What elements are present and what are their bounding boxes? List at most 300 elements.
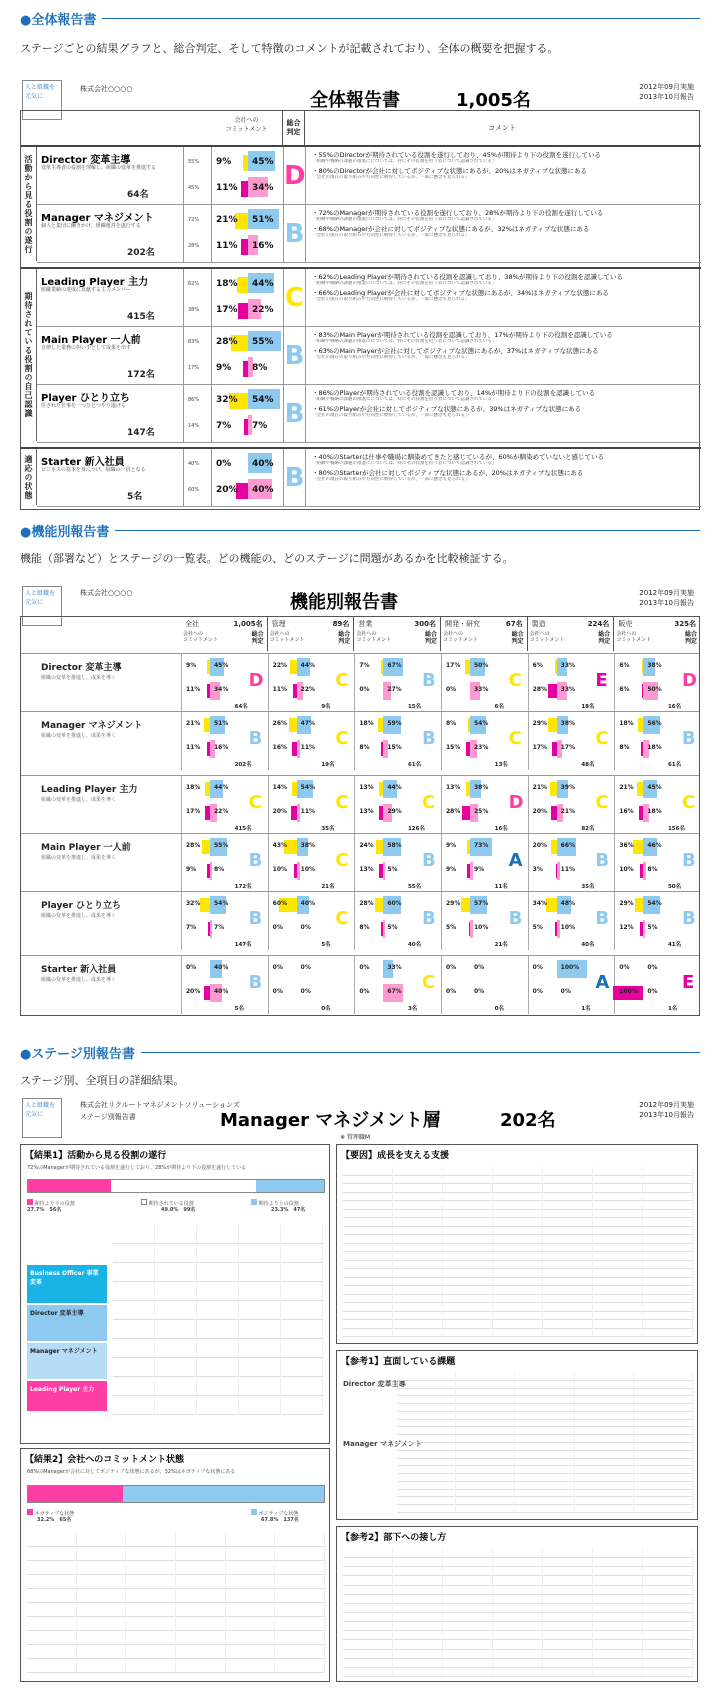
grid-row <box>343 1329 693 1338</box>
grid-cell <box>493 1269 543 1278</box>
value-lower-positive: 5% <box>647 924 658 931</box>
value-upper-negative: 13% <box>446 784 461 791</box>
value-upper-positive: 55% <box>214 842 229 849</box>
legend-expected: 期待されている役割 <box>141 1199 194 1207</box>
grid-cell <box>575 1404 634 1412</box>
value-lower-positive: 8% <box>214 866 225 873</box>
bar-lower-positive <box>210 920 212 938</box>
grid-cell <box>456 1443 515 1451</box>
overall-table <box>20 110 700 510</box>
value-upper-positive: 60% <box>387 900 402 907</box>
grid-cell <box>634 1435 693 1443</box>
grid-row <box>343 1278 693 1287</box>
stage-count: 5名 <box>127 492 143 502</box>
grid-cell <box>443 1261 493 1270</box>
value-lower-negative: 8% <box>619 744 630 751</box>
grid-row <box>27 1631 325 1645</box>
grid-cell <box>575 1389 634 1397</box>
comment-detail: 「会社の現在の取り組みや方向性に納得しているが、一部に懸念も見られる」 <box>312 413 470 418</box>
stage-description: 組織の変革を推進し、成果を導く <box>41 977 117 983</box>
bar-lower-negative <box>241 239 248 255</box>
stage-name: Manager マネジメント <box>41 213 154 224</box>
section-title: ●機能別報告書 <box>20 524 110 540</box>
grid-cell <box>593 1286 643 1295</box>
value-lower-positive: 16% <box>214 744 229 751</box>
function-header <box>268 617 355 651</box>
function-cell <box>614 956 700 1014</box>
stage-count: 40名 <box>581 942 595 948</box>
value-upper-positive: 67% <box>387 662 402 669</box>
grid-cell <box>27 1659 77 1673</box>
grid-cell <box>343 1227 393 1236</box>
stage-ratio-column <box>183 385 211 442</box>
value-upper-negative: 9% <box>446 842 457 849</box>
grid-cell <box>443 1184 493 1193</box>
grid-cell <box>643 1631 693 1640</box>
grid-cell <box>543 1286 593 1295</box>
function-cell <box>268 892 355 950</box>
stage-name: Starter 新入社員 <box>41 965 117 975</box>
grid-cell <box>443 1286 493 1295</box>
grid-cell <box>443 1252 493 1261</box>
grid-cell <box>493 1650 543 1659</box>
function-cell <box>268 776 355 834</box>
value-upper-positive: 44% <box>387 784 402 791</box>
grid-row <box>343 1193 693 1202</box>
grid-cell <box>343 1668 393 1677</box>
stage-count: 64名 <box>234 704 248 710</box>
grid-row <box>343 1631 693 1640</box>
grid-cell <box>593 1269 643 1278</box>
section-title: ●ステージ別報告書 <box>20 1046 135 1062</box>
grid-cell <box>575 1482 634 1490</box>
value-lower-negative: 11% <box>272 686 288 693</box>
grid-cell <box>443 1631 493 1640</box>
stage-count: 172名 <box>234 884 252 890</box>
grid-cell <box>393 1261 443 1270</box>
factor-panel <box>336 1144 698 1344</box>
grid-cell <box>493 1235 543 1244</box>
ratio-lower: 45% <box>188 185 200 191</box>
stage-group <box>21 145 701 261</box>
bar-lower-positive <box>383 920 385 938</box>
grid-cell <box>443 1201 493 1210</box>
grid-cell <box>397 1381 456 1389</box>
overall-grade: E <box>595 670 608 691</box>
grid-row <box>343 1227 693 1236</box>
grid-cell <box>397 1396 456 1404</box>
reference2-panel <box>336 1526 698 1682</box>
stage-ratio-column <box>183 327 211 384</box>
grid-cell <box>443 1269 493 1278</box>
grid-cell <box>515 1404 574 1412</box>
bar-segment-expected <box>111 1180 256 1192</box>
overall-grade: C <box>595 792 609 813</box>
grid-cell <box>197 1225 239 1244</box>
value-negative: 32.2% 65名 <box>37 1517 72 1523</box>
grid-cell <box>443 1193 493 1202</box>
panel-title: 【要因】成長を支える支援 <box>341 1151 450 1161</box>
value-lower-negative: 17% <box>216 305 238 315</box>
stage-report-image <box>20 1096 700 1686</box>
grid-cell <box>456 1396 515 1404</box>
grid-cell <box>443 1320 493 1329</box>
grid-cell <box>515 1381 574 1389</box>
grid-cell <box>456 1466 515 1474</box>
stage-description: 組織の変革を推進し、成果を導く <box>41 913 117 919</box>
value-lower-negative: 5% <box>446 924 457 931</box>
grid-row <box>343 1235 693 1244</box>
grid-cell <box>643 1613 693 1622</box>
grid-cell <box>593 1567 643 1576</box>
grid-row <box>113 1301 323 1320</box>
grid-cell <box>493 1613 543 1622</box>
panel-title: 【参考2】部下への接し方 <box>341 1533 447 1543</box>
result2-detail-grid <box>27 1533 325 1673</box>
grid-cell <box>393 1312 443 1321</box>
grid-cell <box>456 1505 515 1513</box>
grid-cell <box>443 1576 493 1585</box>
grid-row <box>343 1668 693 1677</box>
grid-cell <box>126 1645 176 1659</box>
value-upper-positive: 44% <box>214 784 229 791</box>
function-count: 224名 <box>587 620 610 628</box>
function-cell <box>528 776 615 834</box>
grid-cell <box>515 1427 574 1435</box>
grid-row <box>397 1381 693 1389</box>
overall-grade: C <box>335 908 349 929</box>
value-lower-positive: 16% <box>252 241 274 251</box>
stage-leading-player: Leading Player 主力 <box>27 1381 107 1411</box>
value-upper-positive: 66% <box>560 842 576 849</box>
stage-count: 15名 <box>407 704 422 710</box>
stage-count: 82名 <box>581 826 595 832</box>
stage-count: 16名 <box>494 826 508 832</box>
grid-cell <box>493 1278 543 1287</box>
grid-cell <box>443 1640 493 1649</box>
bar-upper-negative <box>290 660 297 674</box>
legend-above: 期待より上の役割 <box>251 1199 299 1207</box>
grid-cell <box>343 1595 393 1604</box>
value-lower-positive: 5% <box>387 924 398 931</box>
value-lower-positive: 8% <box>252 363 268 373</box>
stage-description: 組織の変革を推進し、成果を導く <box>41 855 117 861</box>
grid-cell <box>397 1427 456 1435</box>
bar-upper-negative <box>635 898 644 912</box>
section-rule <box>115 530 700 531</box>
grid-cell <box>493 1261 543 1270</box>
grid-cell <box>456 1381 515 1389</box>
grid-cell <box>593 1604 643 1613</box>
value-upper-negative: 22% <box>272 662 288 669</box>
bar-segment-negative <box>28 1486 123 1502</box>
grid-cell <box>126 1561 176 1575</box>
grid-cell <box>343 1278 393 1287</box>
reference1-detail-grid <box>397 1373 693 1513</box>
grid-cell <box>281 1282 323 1301</box>
grid-cell <box>543 1201 593 1210</box>
grid-cell <box>543 1640 593 1649</box>
report-date-conducted: 2012年09月実施 <box>639 589 694 597</box>
value-upper-negative: 43% <box>272 842 288 849</box>
stage-count: 6名 <box>494 704 504 710</box>
value-lower-negative: 3% <box>532 866 543 873</box>
value-lower-positive: 22% <box>214 808 229 815</box>
function-cell <box>614 834 700 892</box>
value-upper-negative: 21% <box>532 784 548 791</box>
grid-cell <box>343 1269 393 1278</box>
grid-cell <box>634 1451 693 1459</box>
grid-cell <box>397 1497 456 1505</box>
grid-cell <box>393 1329 443 1338</box>
stage-count: 172名 <box>127 370 155 380</box>
value-upper-negative: 24% <box>359 842 374 849</box>
grid-cell <box>643 1622 693 1631</box>
grid-row <box>27 1589 325 1603</box>
overall-grade: C <box>508 728 522 749</box>
grid-cell <box>643 1329 693 1338</box>
grid-cell <box>575 1381 634 1389</box>
legend-negative: ネガティブな状態 <box>27 1509 74 1517</box>
grid-cell <box>155 1301 197 1320</box>
grid-cell <box>275 1631 325 1645</box>
result1-bar <box>27 1179 325 1193</box>
grid-cell <box>226 1561 276 1575</box>
bar-lower-positive <box>643 920 645 938</box>
grid-cell <box>643 1278 693 1287</box>
stage-business-officer: Business Officer 事業変革 <box>27 1265 107 1303</box>
grid-cell <box>634 1381 693 1389</box>
grid-cell <box>515 1482 574 1490</box>
grid-row <box>397 1435 693 1443</box>
grid-cell <box>634 1412 693 1420</box>
stage-description: ビジネスの基本を身につけ、組織の一員となる <box>41 467 146 473</box>
grid-cell <box>197 1339 239 1358</box>
value-upper-negative: 32% <box>186 900 201 907</box>
grid-cell <box>593 1549 643 1558</box>
grid-cell <box>239 1396 281 1415</box>
stage-count: 202名 <box>234 762 252 768</box>
value-lower-negative: 20% <box>216 485 238 495</box>
grid-cell <box>393 1659 443 1668</box>
grid-cell <box>593 1320 643 1329</box>
grid-cell <box>543 1595 593 1604</box>
grid-cell <box>643 1567 693 1576</box>
grid-cell <box>643 1176 693 1185</box>
value-lower-positive: 5% <box>387 866 398 873</box>
grid-row <box>397 1459 693 1467</box>
grid-row <box>343 1659 693 1668</box>
grid-cell <box>126 1603 176 1617</box>
function-cell <box>181 712 268 770</box>
grid-cell <box>197 1320 239 1339</box>
value-upper-negative: 18% <box>216 279 238 289</box>
grid-cell <box>393 1184 443 1193</box>
value-lower-negative: 10% <box>619 866 634 873</box>
ratio-upper: 55% <box>188 159 200 165</box>
value-upper-negative: 6% <box>532 662 543 669</box>
grid-cell <box>593 1176 643 1185</box>
comment-role: ・62%のLeading Playerが期待されている役割を認識しており、38%が期待より下の役割を認識している <box>312 273 623 281</box>
grid-cell <box>155 1396 197 1415</box>
result1-panel <box>20 1144 330 1444</box>
grid-cell <box>397 1490 456 1498</box>
grid-cell <box>397 1420 456 1428</box>
grid-cell <box>515 1443 574 1451</box>
value-upper-negative: 0% <box>446 964 457 971</box>
value-lower-negative: 28% <box>446 808 461 815</box>
value-lower-negative: 11% <box>186 686 201 693</box>
value-upper-positive: 54% <box>214 900 229 907</box>
value-below: 27.7% 56名 <box>27 1207 62 1213</box>
grid-row <box>397 1396 693 1404</box>
stage-count: 126名 <box>407 826 425 832</box>
value-upper-positive: 57% <box>474 900 489 907</box>
overall-grade: B <box>248 728 263 749</box>
grid-row <box>27 1645 325 1659</box>
grid-cell <box>393 1604 443 1613</box>
stage-count: 147名 <box>127 428 155 438</box>
grid-cell <box>126 1547 176 1561</box>
grid-cell <box>443 1567 493 1576</box>
overall-grade: C <box>335 850 349 871</box>
grid-cell <box>343 1586 393 1595</box>
report-title: Manager マネジメント層 <box>220 1110 441 1131</box>
stage-ratio-column <box>183 147 211 204</box>
ratio-lower: 60% <box>188 487 200 493</box>
report-title: 機能別報告書 <box>290 592 398 613</box>
grid-cell <box>643 1210 693 1219</box>
grid-row <box>343 1549 693 1558</box>
grid-cell <box>493 1227 543 1236</box>
grid-cell <box>456 1451 515 1459</box>
value-lower-negative: 0% <box>272 988 283 995</box>
grid-cell <box>393 1193 443 1202</box>
grid-cell <box>643 1252 693 1261</box>
grid-cell <box>593 1167 643 1176</box>
grid-cell <box>593 1227 643 1236</box>
grid-cell <box>397 1474 456 1482</box>
grid-cell <box>443 1613 493 1622</box>
value-upper-negative: 29% <box>619 900 634 907</box>
value-upper-negative: 6% <box>619 662 630 669</box>
value-upper-positive: 54% <box>647 900 662 907</box>
grid-cell <box>239 1339 281 1358</box>
grid-cell <box>543 1167 593 1176</box>
value-upper-positive: 59% <box>387 720 402 727</box>
grid-cell <box>393 1303 443 1312</box>
grid-cell <box>456 1490 515 1498</box>
grid-cell <box>397 1505 456 1513</box>
grid-cell <box>543 1659 593 1668</box>
grid-cell <box>393 1252 443 1261</box>
grid-row <box>343 1176 693 1185</box>
overall-grade: B <box>681 728 696 749</box>
grid-cell <box>593 1312 643 1321</box>
comment-commitment: ・61%のPlayerが会社に対してポジティブな状態にあるが、39%はネガティブな状態にある <box>312 405 582 413</box>
grid-row <box>397 1466 693 1474</box>
stage-description: 組織の変革を推進し、成果を導く <box>41 733 117 739</box>
grid-cell <box>575 1412 634 1420</box>
grid-cell <box>77 1533 127 1547</box>
bar-segment-positive <box>123 1486 324 1502</box>
grid-cell <box>643 1295 693 1304</box>
grid-cell <box>456 1497 515 1505</box>
grid-row <box>27 1603 325 1617</box>
bar-lower-negative <box>236 483 248 499</box>
grid-cell <box>593 1303 643 1312</box>
grid-cell <box>493 1640 543 1649</box>
grid-cell <box>197 1263 239 1282</box>
value-upper-positive: 40% <box>300 900 316 907</box>
bar-lower-negative <box>241 181 248 197</box>
grid-cell <box>493 1303 543 1312</box>
commitment-header: 会社への コミットメント <box>616 631 652 643</box>
panel-title: 【参考1】直面している課題 <box>341 1357 456 1367</box>
grid-cell <box>593 1210 643 1219</box>
grid-cell <box>643 1312 693 1321</box>
value-upper-positive: 100% <box>560 964 580 971</box>
function-header <box>528 617 615 651</box>
ratio-lower: 38% <box>188 307 200 313</box>
grid-cell <box>443 1176 493 1185</box>
grid-cell <box>343 1295 393 1304</box>
section-header-function <box>20 520 700 540</box>
grid-row <box>113 1377 323 1396</box>
stage-count: 9名 <box>321 704 331 710</box>
grid-cell <box>393 1320 443 1329</box>
grid-cell <box>515 1451 574 1459</box>
grid-cell <box>634 1490 693 1498</box>
value-lower-negative: 7% <box>186 924 197 931</box>
grid-cell <box>443 1659 493 1668</box>
grid-cell <box>226 1575 276 1589</box>
grid-cell <box>443 1329 493 1338</box>
value-upper-negative: 0% <box>186 964 197 971</box>
overall-grade: C <box>421 972 436 993</box>
grid-cell <box>543 1549 593 1558</box>
grid-cell <box>543 1604 593 1613</box>
grid-cell <box>493 1631 543 1640</box>
grid-cell <box>27 1645 77 1659</box>
grid-cell <box>643 1244 693 1253</box>
grid-cell <box>77 1645 127 1659</box>
grid-cell <box>27 1561 77 1575</box>
value-upper-positive: 54% <box>474 720 489 727</box>
grid-cell <box>634 1505 693 1513</box>
grid-cell <box>515 1373 574 1381</box>
stage-count: 21名 <box>321 884 335 890</box>
grid-cell <box>543 1668 593 1677</box>
function-header <box>614 617 700 651</box>
stage-count: 202名 <box>127 248 155 258</box>
grid-row <box>343 1558 693 1567</box>
function-cell <box>441 892 528 950</box>
grid-cell <box>343 1193 393 1202</box>
grid-cell <box>281 1396 323 1415</box>
stage-row <box>21 833 700 891</box>
grid-cell <box>643 1193 693 1202</box>
value-lower-positive: 10% <box>300 866 316 873</box>
value-upper-negative: 0% <box>619 964 630 971</box>
grid-cell <box>393 1595 443 1604</box>
grid-cell <box>155 1263 197 1282</box>
value-upper-positive: 51% <box>214 720 229 727</box>
report-total: 1,005名 <box>456 90 531 111</box>
value-lower-negative: 9% <box>186 866 197 873</box>
grid-cell <box>543 1244 593 1253</box>
grid-cell <box>176 1617 226 1631</box>
